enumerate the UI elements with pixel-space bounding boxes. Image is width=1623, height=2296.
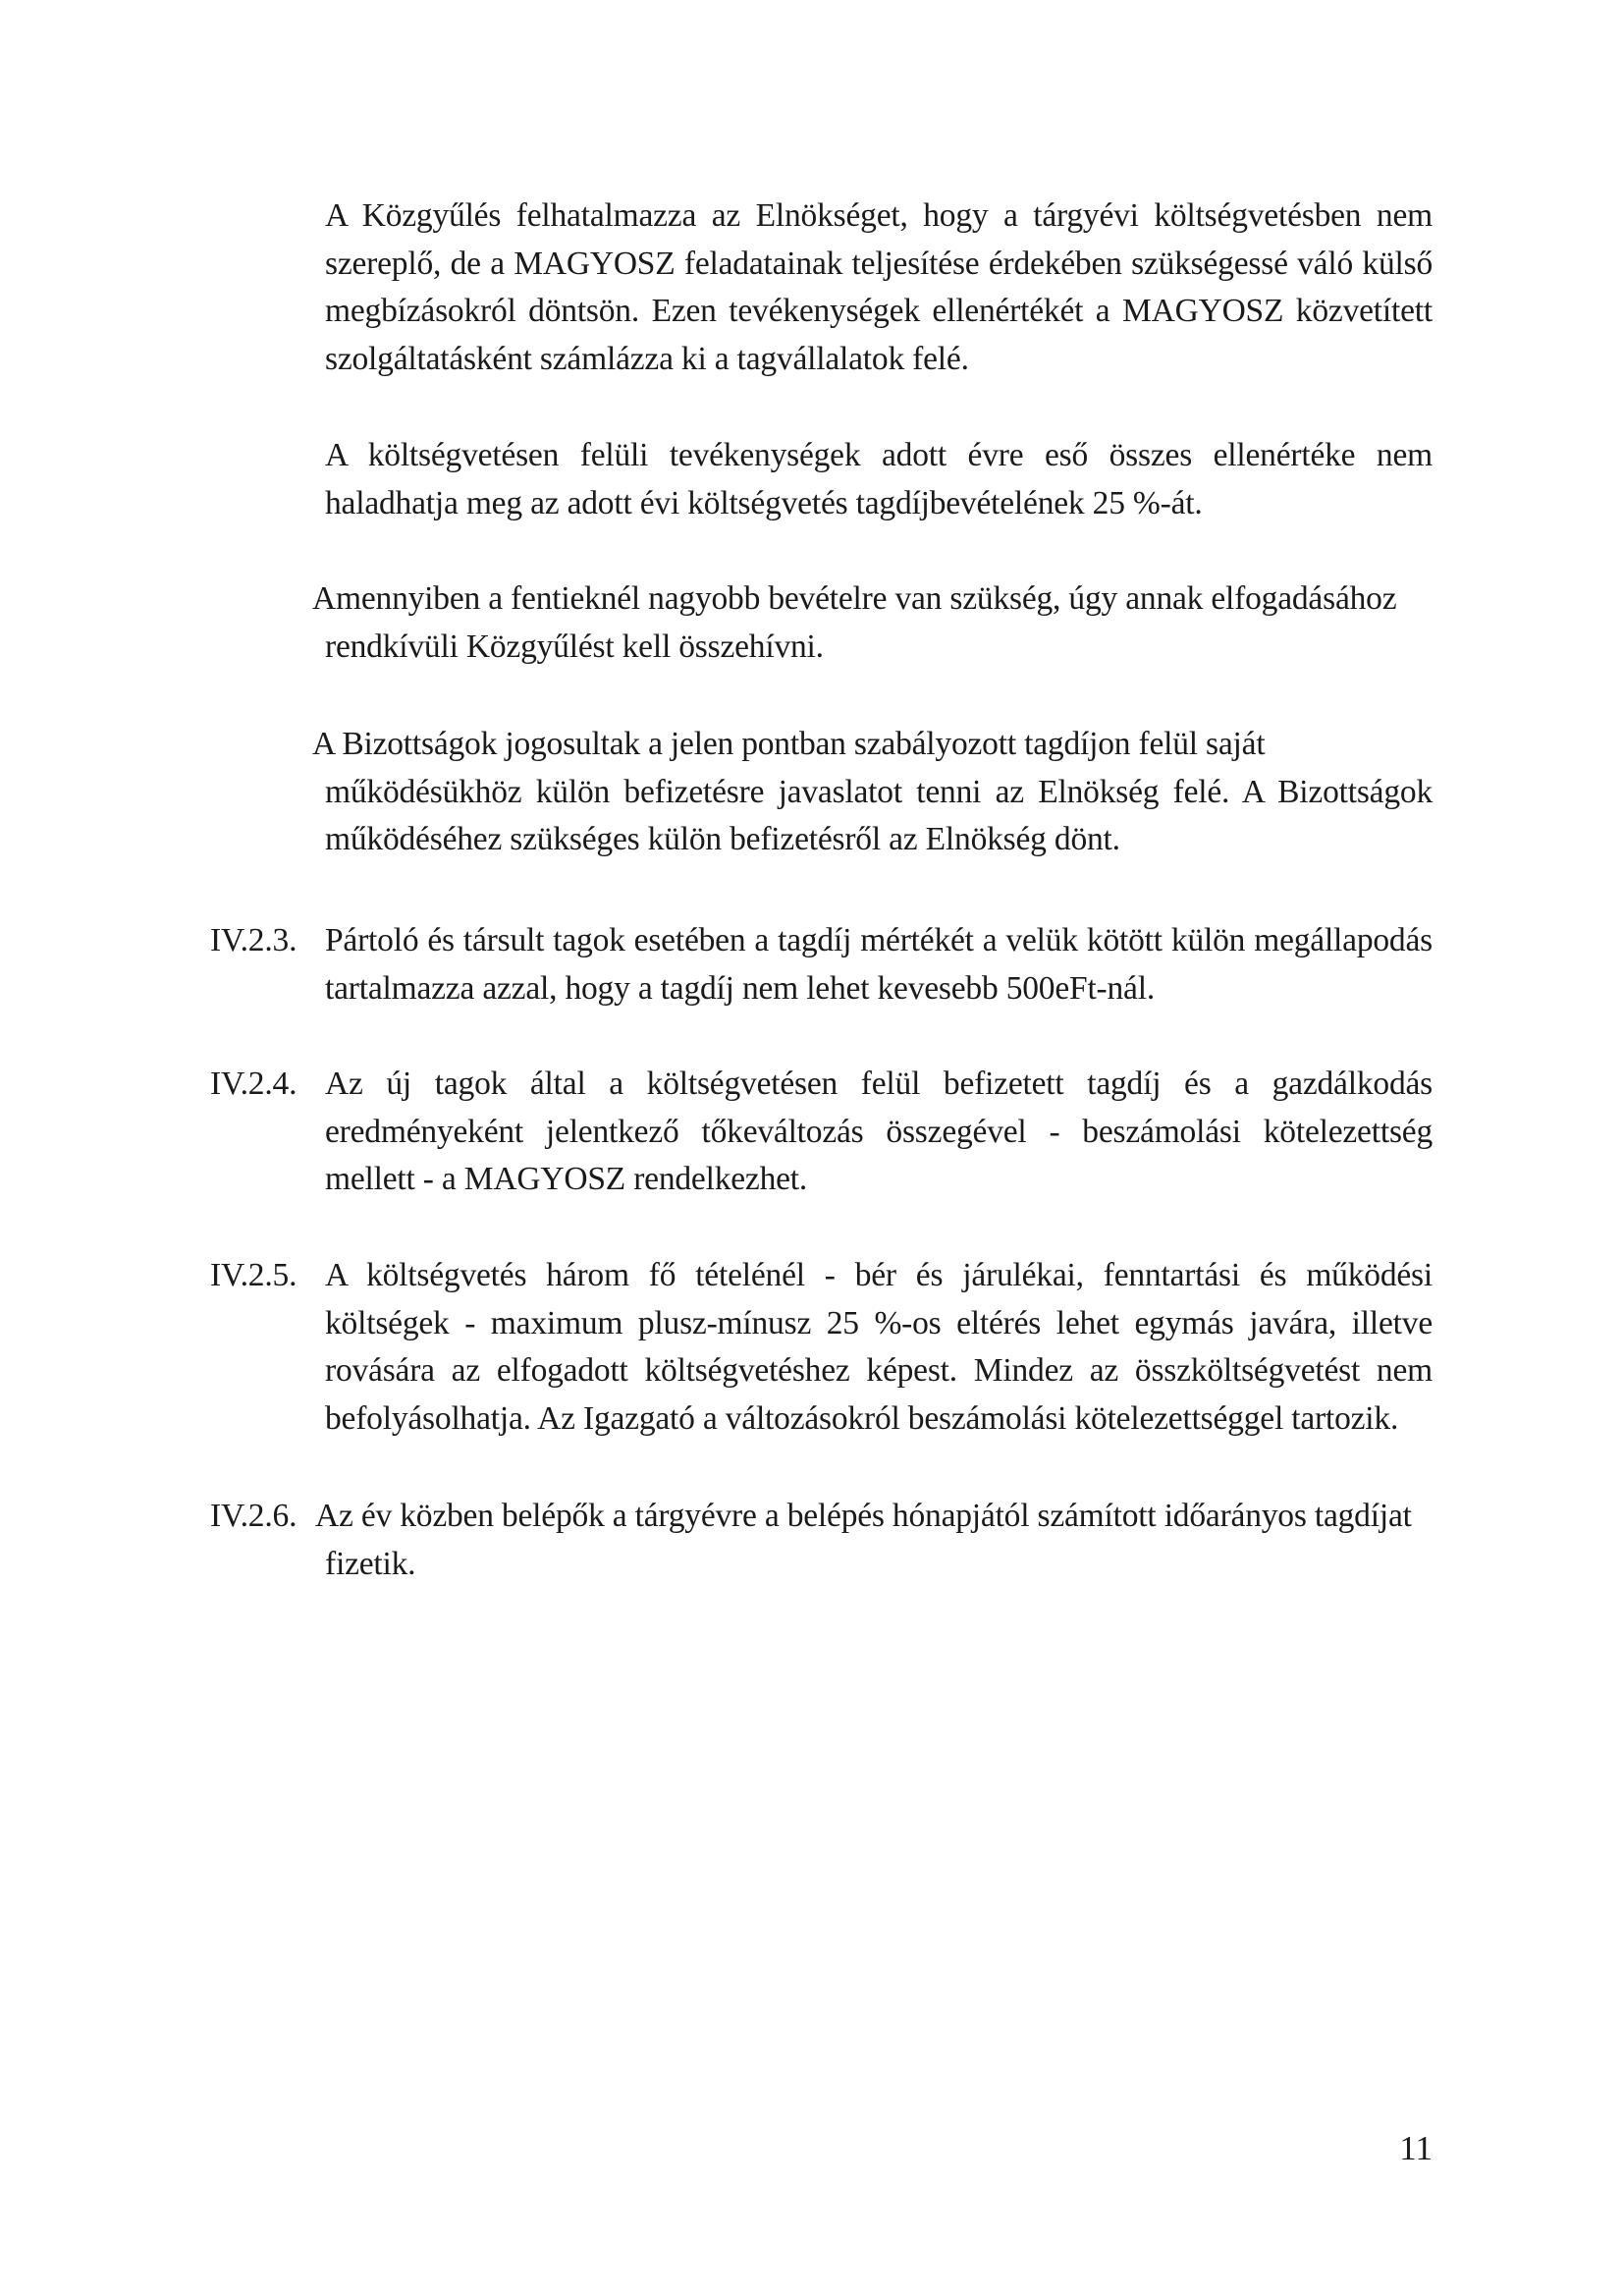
paragraph-committees <box>312 721 1433 864</box>
section-iv-2-5 <box>210 1252 1433 1443</box>
section-iv-2-6 <box>210 1493 1433 1588</box>
section-text: A költségvetés három fő tételénél - bér és járulékai, fenntartási és működési költségek - maximum plusz-mínusz 25 %-os eltérés lehet egymás javára, illetve rovására az elfogadott költségvetéshez képest. Mindez az összköltségvetést nem befolyásolhatja. Az Igazgató a változásokról beszámolási kötelezettséggel tartozik. <box>325 1257 1433 1437</box>
section-number: IV.2.5. <box>210 1257 298 1293</box>
section-continuation: fizetik. <box>325 1545 416 1582</box>
page-number: 11 <box>1399 2129 1433 2167</box>
section-text: Pártoló és társult tagok esetében a tagdíj mértékét a velük kötött külön megállapodás tartalmazza azzal, hogy a tagdíj nem lehet kevesebb 500eFt-nál. <box>325 922 1433 1007</box>
paragraph-first-line: Amennyiben a fentieknél nagyobb bevételre van szükség, úgy annak elfogadásához <box>312 580 1397 617</box>
paragraph-authorization: A Közgyűlés felhatalmazza az Elnökséget, hogy a tárgyévi költségvetésben nem szereplő, de a MAGYOSZ feladatainak teljesítése érdekében szükségessé váló külső megbízásokról döntsön. Ezen tevékenységek ellenértékét a MAGYOSZ közvetített szolgáltatásként számlázza ki a tagvállalatok felé. <box>325 197 1433 377</box>
section-iv-2-3 <box>210 917 1433 1012</box>
paragraph-limit: A költségvetésen felüli tevékenységek adott évre eső összes ellenértéke nem haladhatja meg az adott évi költségvetés tagdíjbevételének 25 %-át. <box>325 437 1433 521</box>
section-first-line: Az év közben belépők a tárgyévre a belépés hónapjától számított időarányos tagdíjat <box>315 1498 1412 1534</box>
section-text <box>315 1493 1433 1588</box>
section-number: IV.2.3. <box>210 922 298 958</box>
paragraph-continuation: rendkívüli Közgyűlést kell összehívni. <box>325 628 824 665</box>
section-iv-2-4 <box>210 1061 1433 1204</box>
section-text: Az új tagok által a költségvetésen felül befizetett tagdíj és a gazdálkodás eredményeként jelentkező tőkeváltozás összegével - beszámolási kötelezettség mellett - a MAGYOSZ rendelkezhet. <box>325 1066 1433 1197</box>
section-number: IV.2.4. <box>210 1066 298 1102</box>
section-number: IV.2.6. <box>210 1498 298 1534</box>
paragraph-first-line: A Bizottságok jogosultak a jelen pontban szabályozott tagdíjon felül saját <box>312 726 1266 762</box>
paragraph-extraordinary-assembly <box>312 575 1433 671</box>
paragraph-continuation: működésükhöz külön befizetésre javaslatot tenni az Elnökség felé. A Bizottságok működéséhez szükséges külön befizetésről az Elnökség dönt. <box>325 773 1433 857</box>
